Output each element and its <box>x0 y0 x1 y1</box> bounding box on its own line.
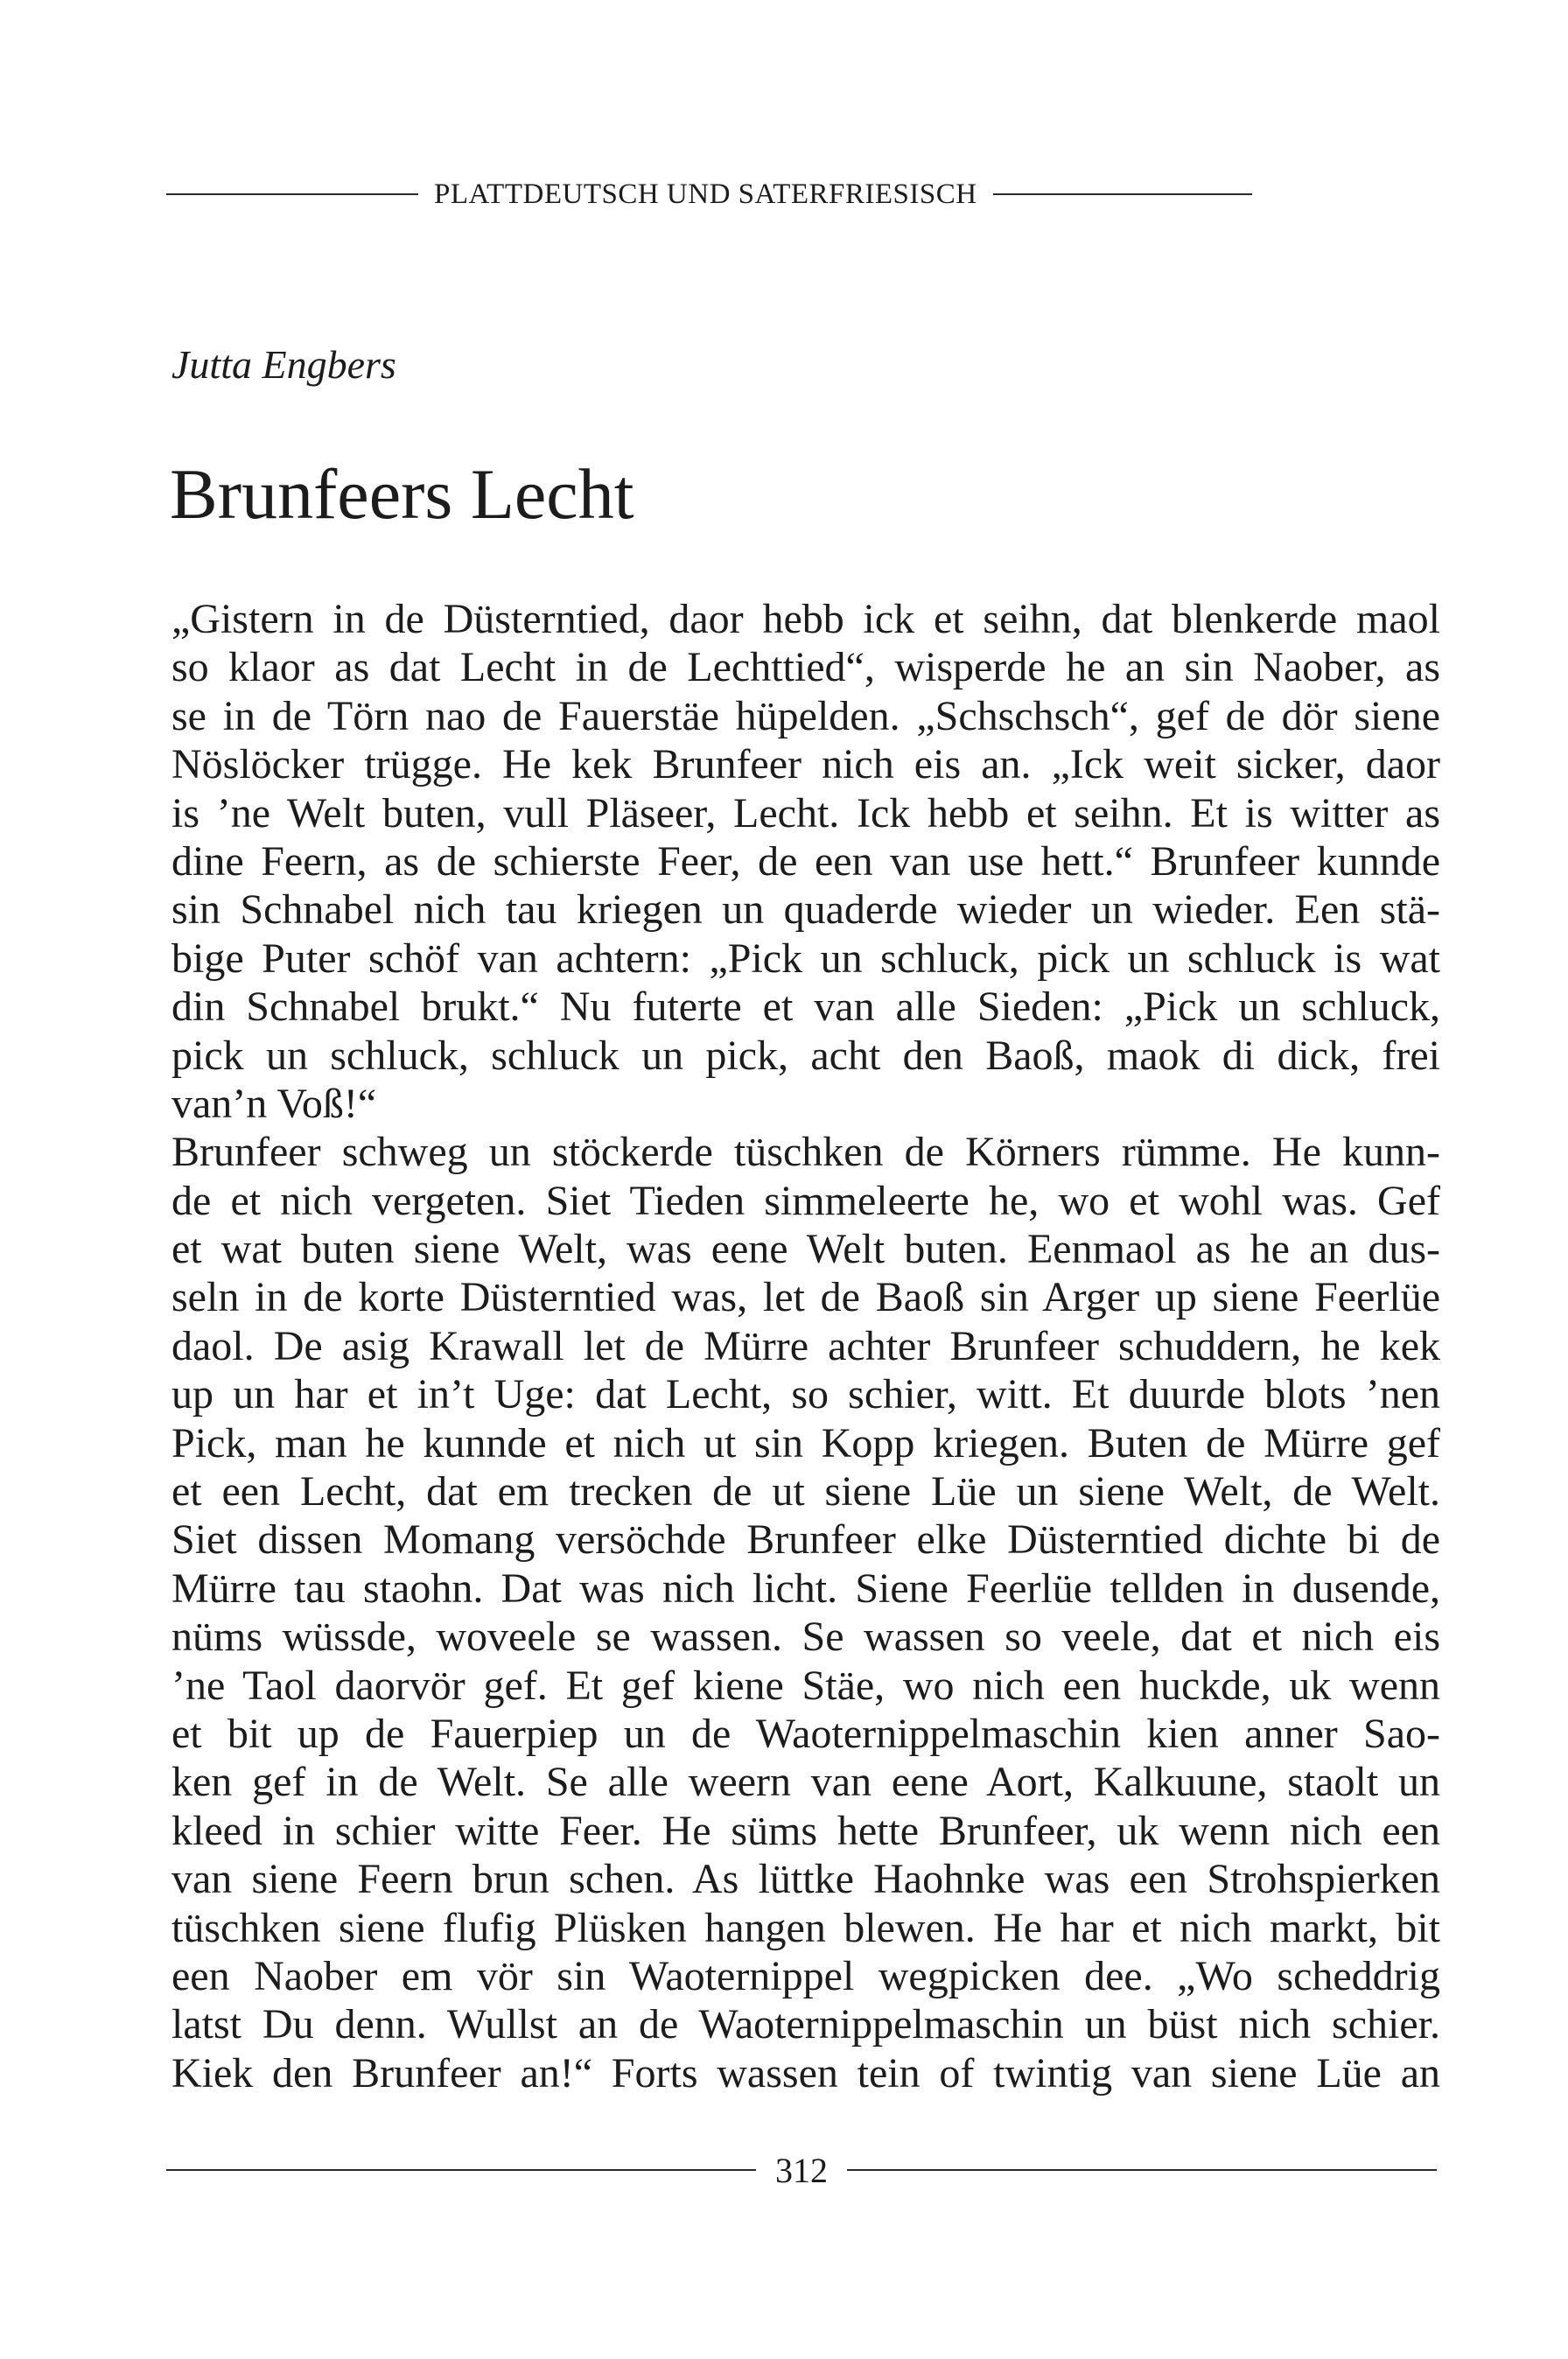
text-line: sin Schnabel nich tau kriegen un quaderde wieder un wieder. Een stä- <box>172 886 1440 934</box>
text-line: bige Puter schöf van achtern: „Pick un schluck, pick un schluck is wat <box>172 934 1440 982</box>
header-rule-left <box>166 193 418 195</box>
footer-rule-left <box>166 2169 756 2171</box>
text-line: nüms wüssde, woveele se wassen. Se wassen so veele, dat et nich eis <box>172 1614 1440 1661</box>
author-name: Jutta Engbers <box>172 342 396 387</box>
text-line: van siene Feern brun schen. As lüttke Haohnke was een Strohspierken <box>172 1856 1440 1903</box>
text-line: tüschken siene flufig Plüsken hangen blewen. He har et nich markt, bit <box>172 1904 1440 1951</box>
text-line: Pick, man he kunnde et nich ut sin Kopp kriegen. Buten de Mürre gef <box>172 1419 1440 1466</box>
text-line: seln in de korte Düsterntied was, let de Baoß sin Arger up siene Feerlüe <box>172 1274 1440 1321</box>
body-text <box>172 595 1440 2097</box>
text-line: dine Feern, as de schierste Feer, de een van use hett.“ Brunfeer kunnde <box>172 837 1440 885</box>
text-line: ken gef in de Welt. Se alle weern van eene Aort, Kalkuune, staolt un <box>172 1759 1440 1806</box>
text-line: Mürre tau staohn. Dat was nich licht. Siene Feerlüe tellden in dusende, <box>172 1564 1440 1612</box>
text-line: Brunfeer schweg un stöckerde tüschken de Körners rümme. He kunn- <box>172 1129 1440 1176</box>
text-line: Kiek den Brunfeer an!“ Forts wassen tein of twintig van siene Lüe an <box>172 2049 1440 2096</box>
page-footer <box>166 2144 1437 2196</box>
running-header <box>166 170 1437 219</box>
text-line: et bit up de Fauerpiep un de Waoternippelmaschin kien anner Sao- <box>172 1710 1440 1757</box>
story-title: Brunfeers Lecht <box>170 454 634 534</box>
text-line: daol. De asig Krawall let de Mürre achter Brunfeer schuddern, he kek <box>172 1322 1440 1369</box>
footer-rule-right <box>847 2169 1437 2171</box>
text-line: pick un schluck, schluck un pick, acht den Baoß, maok di dick, frei <box>172 1032 1440 1079</box>
text-line: latst Du denn. Wullst an de Waoternippelmaschin un büst nich schier. <box>172 2001 1440 2048</box>
text-line: ’ne Taol daorvör gef. Et gef kiene Stäe, wo nich een huckde, uk wenn <box>172 1662 1440 1709</box>
text-line: de et nich vergeten. Siet Tieden simmeleerte he, wo et wohl was. Gef <box>172 1177 1440 1224</box>
text-line: van’n Voß!“ <box>172 1080 377 1127</box>
text-line: is ’ne Welt buten, vull Pläseer, Lecht. Ick hebb et seihn. Et is witter as <box>172 789 1440 836</box>
page-number: 312 <box>775 2150 828 2190</box>
text-line: Siet dissen Momang versöchde Brunfeer elke Düsterntied dichte bi de <box>172 1516 1440 1564</box>
header-rule-right <box>993 193 1252 195</box>
running-title: PLATTDEUTSCH UND SATERFRIESISCH <box>434 178 977 210</box>
text-line: kleed in schier witte Feer. He süms hette Brunfeer, uk wenn nich een <box>172 1807 1440 1854</box>
text-line: din Schnabel brukt.“ Nu futerte et van alle Sieden: „Pick un schluck, <box>172 984 1440 1031</box>
text-line: et wat buten siene Welt, was eene Welt buten. Eenmaol as he an dus- <box>172 1226 1440 1273</box>
text-line: et een Lecht, dat em trecken de ut siene Lüe un siene Welt, de Welt. <box>172 1468 1440 1516</box>
text-line: so klaor as dat Lecht in de Lechttied“, wisperde he an sin Naober, as <box>172 644 1440 691</box>
text-line: een Naober em vör sin Waoternippel wegpicken dee. „Wo scheddrig <box>172 1952 1440 1999</box>
text-line: Nöslöcker trügge. He kek Brunfeer nich eis an. „Ick weit sicker, daor <box>172 741 1440 788</box>
text-line: up un har et in’t Uge: dat Lecht, so schier, witt. Et duurde blots ’nen <box>172 1371 1440 1418</box>
text-line: „Gistern in de Düsterntied, daor hebb ick et seihn, dat blenkerde maol <box>172 596 1440 642</box>
text-line: se in de Törn nao de Fauerstäe hüpelden. „Schschsch“, gef de dör siene <box>172 692 1440 739</box>
